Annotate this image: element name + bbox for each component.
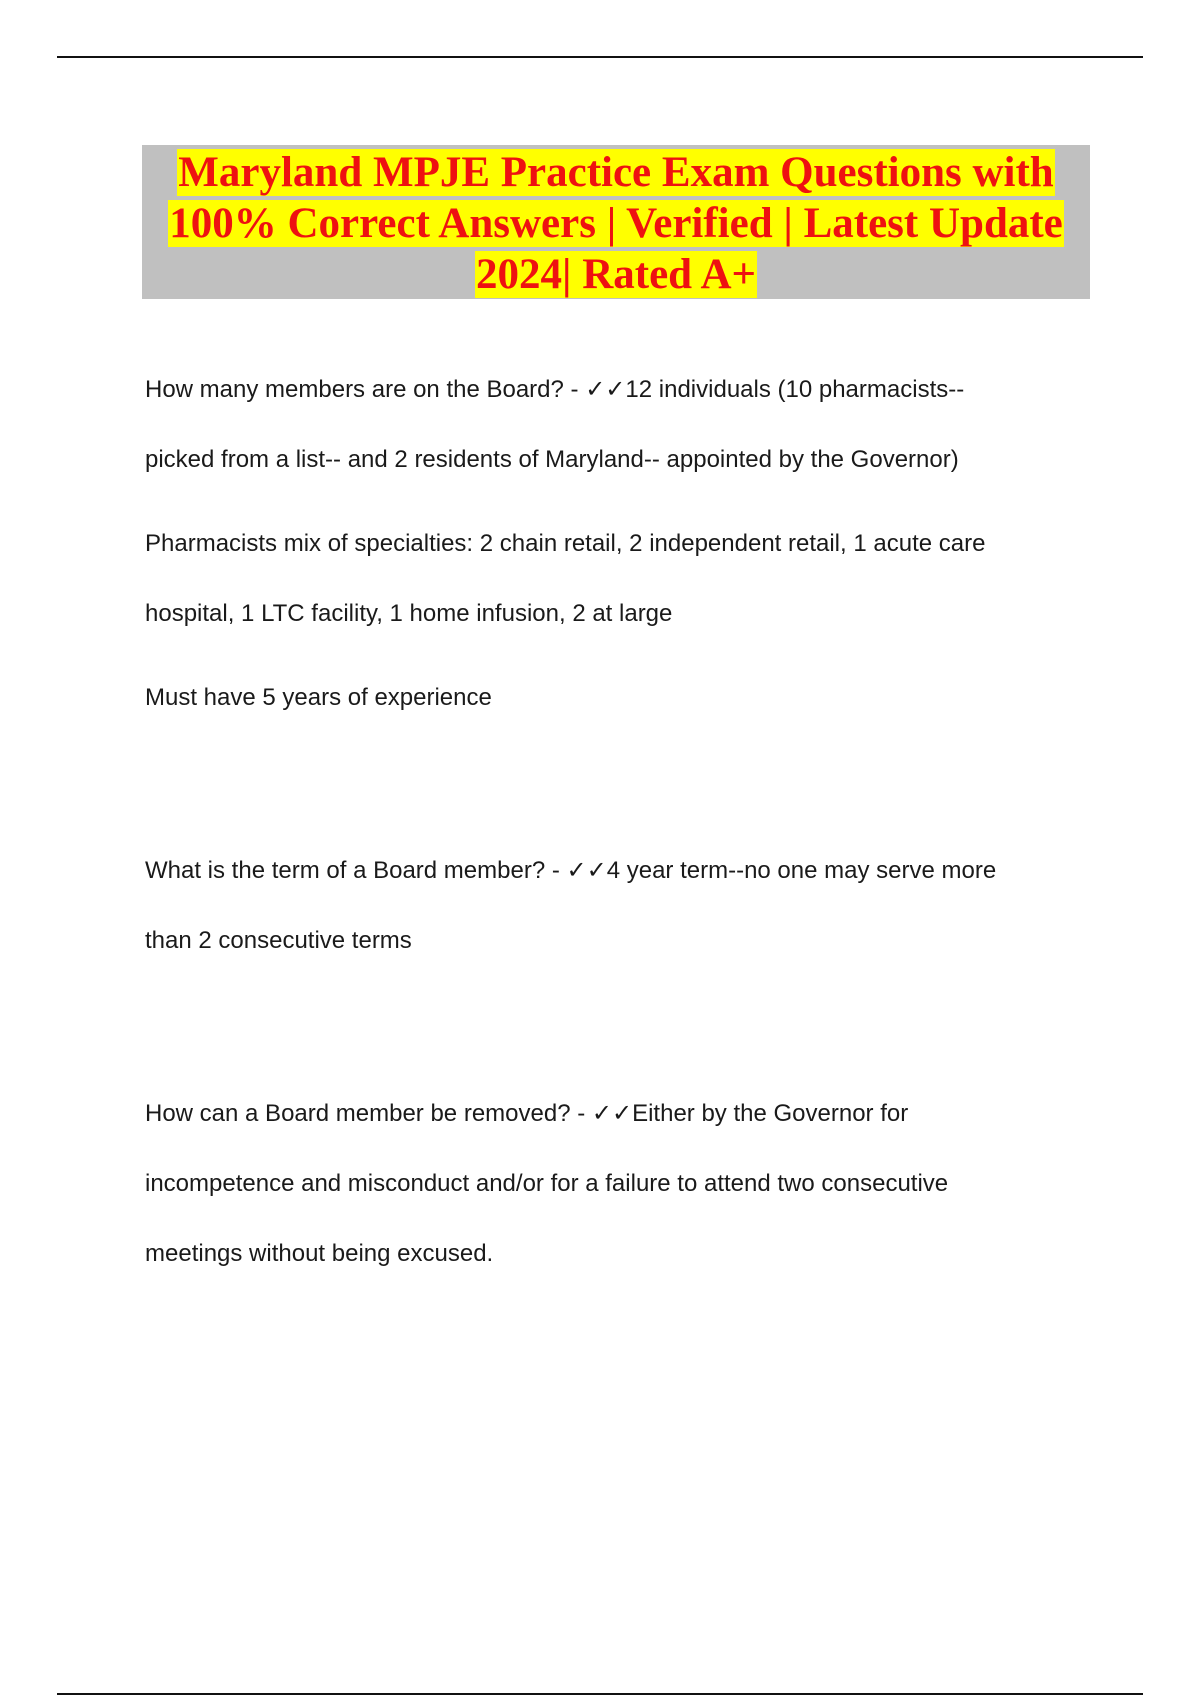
experience-requirement: Must have 5 years of experience [145,684,492,711]
qa-board-members: How many members are on the Board? - ✓✓12 individuals (10 pharmacists-- picked from a list-- and 2 residents of Maryland-- appointed by the Governor) [145,376,965,473]
document-title [142,145,1090,299]
title-line-3: 2024| Rated A+ [475,251,757,298]
bottom-rule [57,1693,1143,1695]
qa-board-removal: How can a Board member be removed? - ✓✓Either by the Governor for incompetence and misconduct and/or for a failure to attend two consecutive meetings without being excused. [145,1100,949,1267]
document-body [145,355,1105,1289]
title-line-2: 100% Correct Answers | Verified | Latest Update [169,200,1063,247]
top-rule [57,56,1143,58]
pharmacist-specialties: Pharmacists mix of specialties: 2 chain retail, 2 independent retail, 1 acute care hospital, 1 LTC facility, 1 home infusion, 2 at large [145,530,986,627]
title-line-1: Maryland MPJE Practice Exam Questions with [178,149,1054,196]
qa-board-term: What is the term of a Board member? - ✓✓4 year term--no one may serve more than 2 consecutive terms [145,857,997,954]
